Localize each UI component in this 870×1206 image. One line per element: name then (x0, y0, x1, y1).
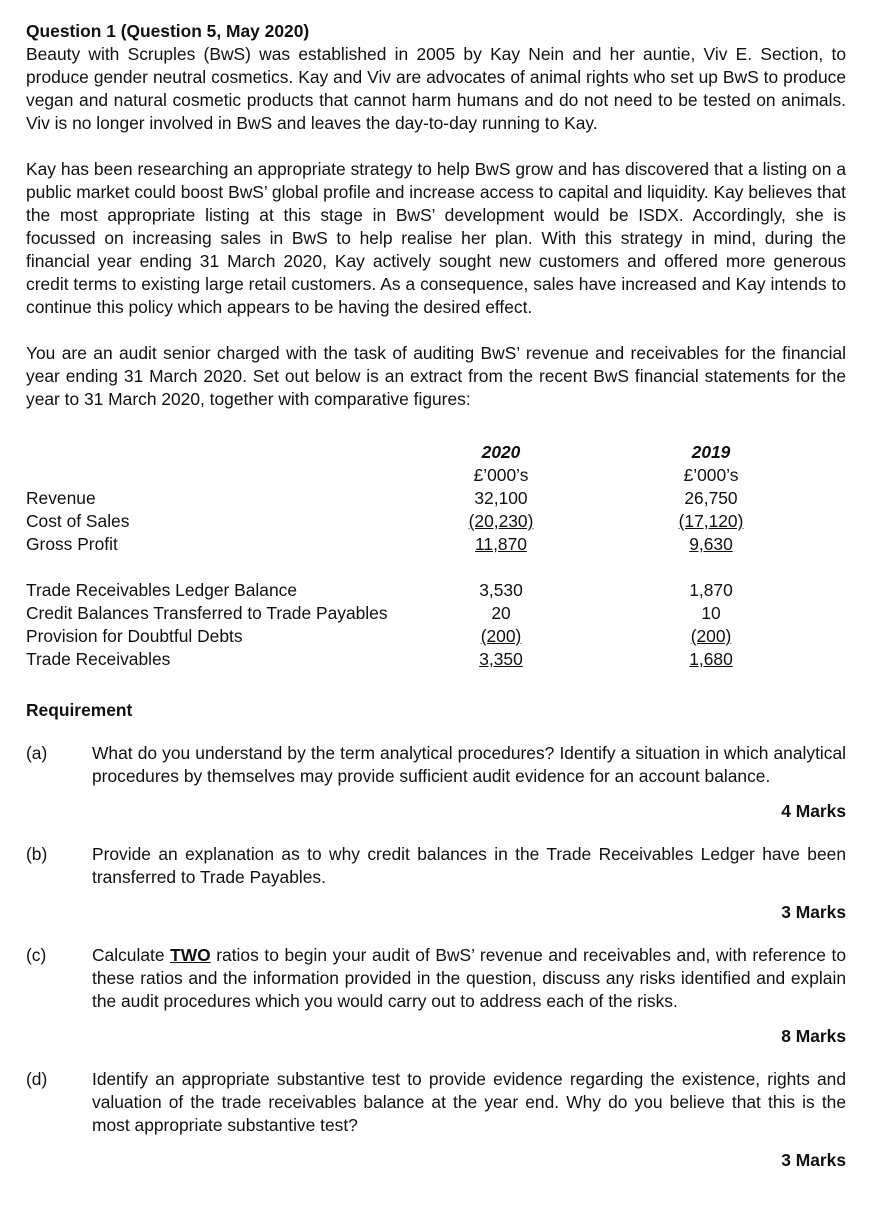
question-title: Question 1 (Question 5, May 2020) (26, 21, 310, 41)
row-label-cost-of-sales: Cost of Sales (26, 511, 130, 531)
year-2020-header: 2020 (481, 442, 521, 462)
value-revenue-2020: 32,100 (474, 488, 528, 508)
requirement-c-emphasis: TWO (170, 945, 211, 965)
row-label-credit-balances: Credit Balances Transferred to Trade Payables (26, 603, 388, 623)
requirement-a-label: (a) (26, 743, 48, 763)
value-cost-of-sales-2020: (20,230) (468, 511, 534, 531)
requirement-c-text (92, 944, 846, 1013)
requirement-c-text-after: ratios to begin your audit of BwS’ revenue and receivables and, with reference to these ratios and the information provided in the question, discuss any risks identified and explain the audit procedures which you would carry out to address each of the risks. (92, 945, 846, 1011)
value-gross-profit-2019: 9,630 (689, 534, 733, 554)
requirement-c-text-before: Calculate (92, 945, 171, 965)
requirement-b-marks: 3 Marks (781, 902, 846, 922)
value-provision-2020: (200) (480, 626, 522, 646)
paragraph-growth-strategy: Kay has been researching an appropriate strategy to help BwS grow and has discovered that a listing on a public market could boost BwS’ global profile and increase access to capital and liquidity. Kay believes that the most appropriate listing at this stage in BwS’ development would be ISDX. Accordingly, she is focussed on increasing sales in BwS to help realise her plan. With this strategy in mind, during the financial year ending 31 March 2020, Kay actively sought new customers and offered more generous credit terms to existing large retail customers. As a consequence, sales have increased and Kay intends to continue this policy which appears to be having the desired effect. (26, 159, 846, 317)
requirement-b-label: (b) (26, 844, 48, 864)
row-label-receivables-ledger: Trade Receivables Ledger Balance (26, 580, 298, 600)
value-gross-profit-2020: 11,870 (475, 534, 527, 554)
value-credit-balances-2020: 20 (491, 603, 511, 623)
requirement-d-label: (d) (26, 1069, 48, 1089)
row-label-revenue: Revenue (26, 488, 96, 508)
value-cost-of-sales-2019: (17,120) (678, 511, 744, 531)
value-receivables-ledger-2019: 1,870 (689, 580, 733, 600)
paragraph-company-background: Beauty with Scruples (BwS) was established in 2005 by Kay Nein and her auntie, Viv E. Section, to produce gender neutral cosmetics. Kay and Viv are advocates of animal rights who set up BwS to produce vegan and natural cosmetic products that cannot harm humans and do not need to be tested on animals. Viv is no longer involved in BwS and leaves the day-to-day running to Kay. (26, 44, 846, 133)
row-label-gross-profit: Gross Profit (26, 534, 118, 554)
unit-2020-header: £’000’s (473, 465, 529, 485)
financial-statement-extract (26, 441, 846, 681)
requirement-a-marks: 4 Marks (781, 801, 846, 821)
requirement-a (26, 742, 846, 823)
value-revenue-2019: 26,750 (684, 488, 738, 508)
requirement-c-marks: 8 Marks (781, 1026, 846, 1046)
value-receivables-ledger-2020: 3,530 (479, 580, 523, 600)
requirement-heading: Requirement (26, 700, 133, 720)
value-trade-receivables-2020: 3,350 (479, 649, 523, 669)
requirement-c (26, 944, 846, 1048)
value-provision-2019: (200) (690, 626, 732, 646)
row-label-trade-receivables: Trade Receivables (26, 649, 171, 669)
requirement-c-label: (c) (26, 945, 47, 965)
row-label-provision: Provision for Doubtful Debts (26, 626, 243, 646)
requirement-a-text: What do you understand by the term analytical procedures? Identify a situation in which analytical procedures by themselves may provide sufficient audit evidence for an account balance. (92, 743, 846, 786)
requirement-d (26, 1068, 846, 1172)
value-credit-balances-2019: 10 (701, 603, 721, 623)
requirement-b-text: Provide an explanation as to why credit balances in the Trade Receivables Ledger have been transferred to Trade Payables. (92, 844, 846, 887)
requirement-b (26, 843, 846, 924)
paragraph-audit-task: You are an audit senior charged with the task of auditing BwS’ revenue and receivables for the financial year ending 31 March 2020. Set out below is an extract from the recent BwS financial statements for the year to 31 March 2020, together with comparative figures: (26, 343, 846, 409)
question-document (26, 20, 846, 1172)
requirement-d-text: Identify an appropriate substantive test to provide evidence regarding the existence, rights and valuation of the trade receivables balance at the year end. Why do you believe that this is the most appropriate substantive test? (92, 1069, 846, 1135)
unit-2019-header: £’000’s (683, 465, 739, 485)
year-2019-header: 2019 (691, 442, 731, 462)
requirement-d-marks: 3 Marks (781, 1150, 846, 1170)
value-trade-receivables-2019: 1,680 (689, 649, 733, 669)
